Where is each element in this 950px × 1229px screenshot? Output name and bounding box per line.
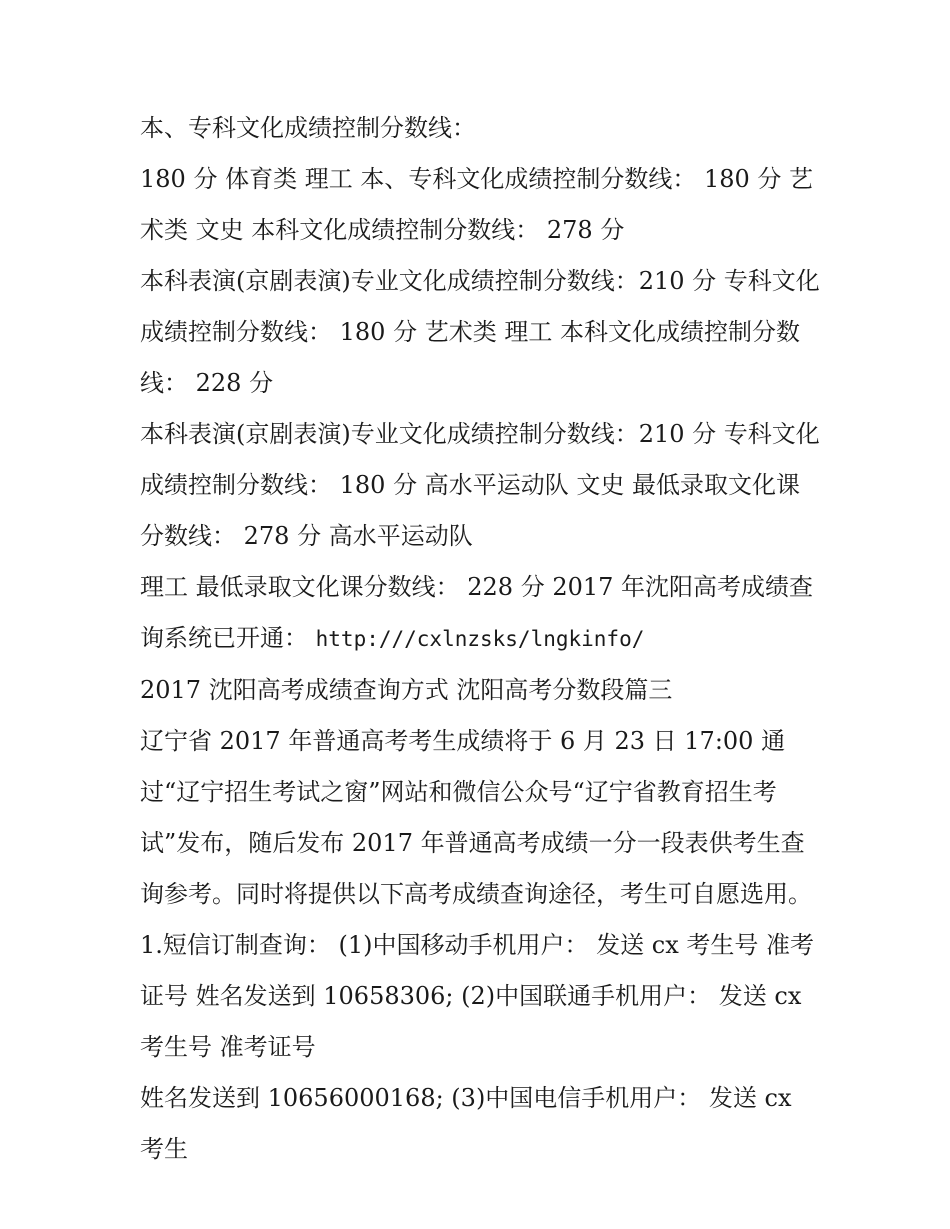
paragraph-1: 本、专科文化成绩控制分数线： xyxy=(140,114,476,142)
paragraph-7: 辽宁省 2017 年普通高考考生成绩将于 6 月 23 日 17:00 通过“辽宁招生考试之窗”网站和微信公众号“辽宁省教育招生考试”发布，随后发布 2017 年普通高考成绩一分一段表供考生查询参考。同时将提供以下高考成绩查询途径，考生可自愿选用。 xyxy=(140,727,812,908)
paragraph-5 xyxy=(140,562,820,665)
paragraph-9: 姓名发送到 10656000168; (3)中国电信手机用户： 发送 cx 考生 xyxy=(140,1084,800,1163)
paragraph-4: 本科表演(京剧表演)专业文化成绩控制分数线：210 分 专科文化成绩控制分数线： 180 分 高水平运动队 文史 最低录取文化课分数线： 278 分 高水平运动队 xyxy=(140,420,820,550)
paragraph-6: 2017 沈阳高考成绩查询方式 沈阳高考分数段篇三 xyxy=(140,676,673,704)
paragraph-5-text: 理工 最低录取文化课分数线： 228 分 2017 年沈阳高考成绩查询系统已开通： xyxy=(140,573,814,652)
paragraph-2: 180 分 体育类 理工 本、专科文化成绩控制分数线： 180 分 艺术类 文史 本科文化成绩控制分数线： 278 分 xyxy=(140,165,814,244)
paragraph-8: 1.短信订制查询： (1)中国移动手机用户： 发送 cx 考生号 准考证号 姓名发送到 10658306; (2)中国联通手机用户： 发送 cx 考生号 准考证号 xyxy=(140,931,815,1061)
query-url-link[interactable]: http:///cxlnzsks/lngkinfo/ xyxy=(315,627,645,651)
document-body xyxy=(140,103,820,1175)
paragraph-3: 本科表演(京剧表演)专业文化成绩控制分数线：210 分 专科文化成绩控制分数线： 180 分 艺术类 理工 本科文化成绩控制分数线： 228 分 xyxy=(140,267,820,397)
